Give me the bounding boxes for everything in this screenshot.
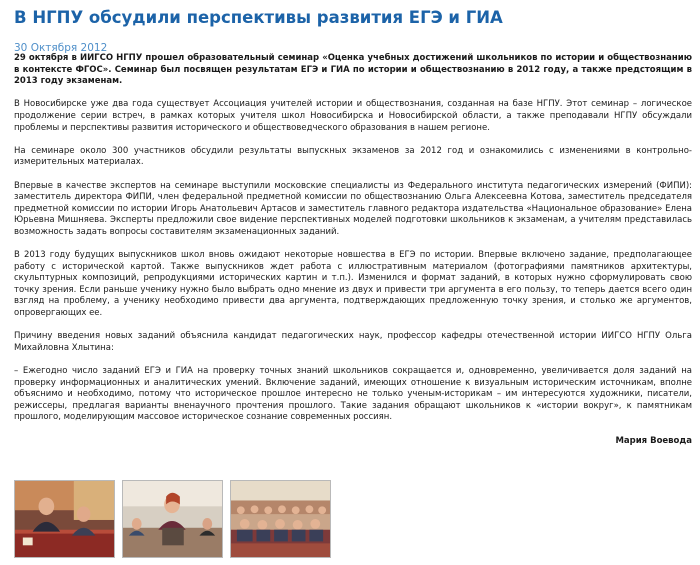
article-lead: 29 октября в ИИГСО НГПУ прошел образовательный семинар «Оценка учебных достижений школьников по истории и обществознанию в контексте ФГОС». Семинар был посвящен результатам ЕГЭ и ГИА по истории и обществознанию в 2012 году, а также предстоящим в 2013 году экзаменам. [14,53,692,87]
gallery-photo-speaker[interactable] [14,480,115,558]
article-paragraph: Впервые в качестве экспертов на семинаре выступили московские специалисты из Федерального института педагогических измерений (ФИПИ): заместитель директора ФИПИ, член федеральной предметной комиссии по обществознанию Ольга Алексеевна Котова, заместитель председателя предметной комиссии по истории Игорь Анатольевич Артасов и заместитель главного редактора издательства «Национальное образование» Елена Юрьевна Мишняева. Эксперты предложили свое видение перспективных моделей подготовки школьников к экзаменам, а учителям представилась возможность задать вопросы составителям экзаменационных заданий. [14,180,692,237]
article-title: В НГПУ обсудили перспективы развития ЕГЭ и ГИА [14,8,503,27]
article-paragraph: На семинаре около 300 участников обсудили результаты выпускных экзаменов за 2012 год и ознакомились с изменениями в контрольно-измерительных материалах. [14,145,692,168]
article-paragraph: В Новосибирске уже два года существует Ассоциация учителей истории и обществознания, созданная на базе НГПУ. Этот семинар – логическое продолжение серии встреч, в рамках которых учителя школ Новосибирска и Новосибирской области, а также преподавали НГПУ обсуждали проблемы и перспективы развития исторического и обществоведческого образования в нашем регионе. [14,99,692,133]
article-paragraph: Причину введения новых заданий объяснила кандидат педагогических наук, профессор кафедры отечественной истории ИИГСО НГПУ Ольга Михайловна Хлытина: [14,331,692,353]
article-paragraph: В 2013 году будущих выпускников школ вновь ожидают некоторые новшества в ЕГЭ по истории. Впервые включено задание, предполагающее работу с исторической картой. Также выпускников ждет работа с иллюстративным материалом (фотографиями памятников архитектуры, скульптурных композиций, репродукциями исторических картин и т.п.). Изменился и формат заданий, в которых нужно сформулировать свою точку зрения. Если раньше ученику нужно было выбрать одно мнение из двух и привести три аргумента в его пользу, то теперь дается всего один взгляд на проблему, а ученику необходимо привести два аргумента, подтверждающих предложенную точку зрения, и столько же аргументов, опровергающих ее. [14,250,692,319]
gallery-photo-audience[interactable] [230,480,331,558]
article-signature: Мария Воевода [615,435,692,446]
article-paragraph: – Ежегодно число заданий ЕГЭ и ГИА на проверку точных знаний школьников сокращается и, одновременно, увеличивается доля заданий на проверку информационных и аналитических умений. Включение заданий, имеющих отношение к визуальным историческим источникам, вполне объяснимо и необходимо, потому что историческое прошлое интересно не только ученым-историкам – им интересуются художники, писатели, режиссеры, предлагая варианты вненаучного прочтения прошлого. Такие задания обращают школьников к «истории вокруг», к памятникам прошлого, моделирующим массовое историческое сознание современных россиян. [14,366,692,423]
gallery-photo-presenter[interactable] [122,480,223,558]
article-body [14,53,692,447]
photo-gallery [14,480,331,558]
article-date: 30 Октября 2012 [14,42,108,54]
